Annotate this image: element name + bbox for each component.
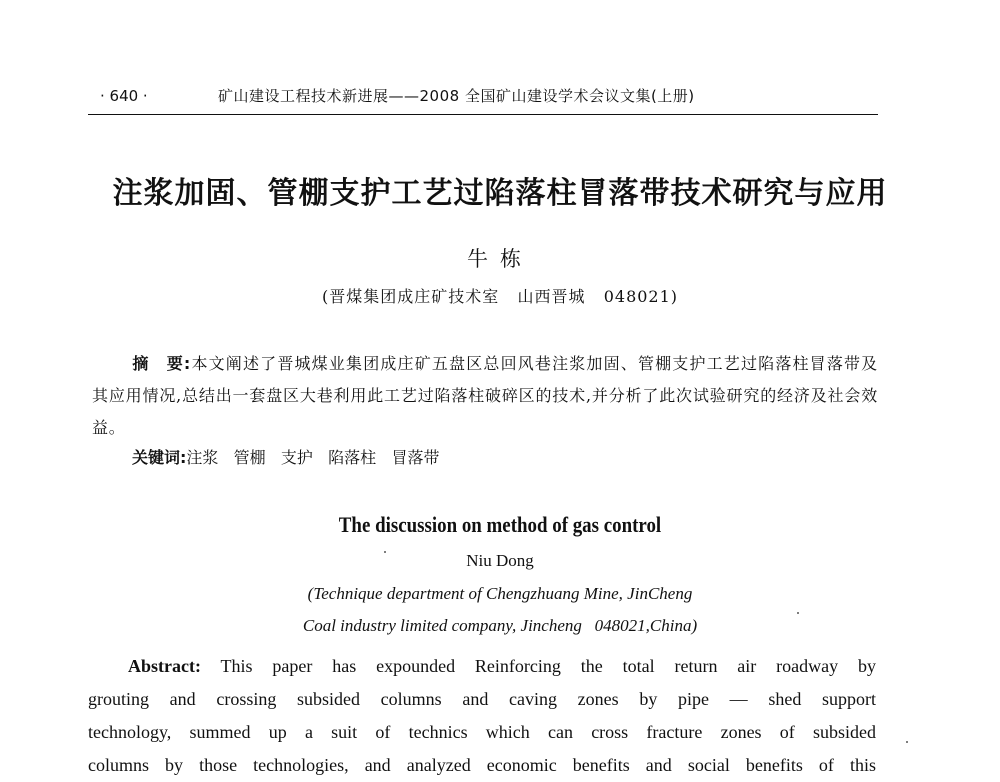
abstract-chinese-label: 摘 要: <box>132 354 192 373</box>
affiliation-english-line-1: (Technique department of Chengzhuang Mine, JinCheng <box>307 584 693 603</box>
page-number: · 640 · <box>100 87 148 105</box>
abstract-english-label: Abstract: <box>128 656 201 676</box>
author-english: Niu Dong <box>466 551 534 570</box>
abstract-english-text-1: This paper has expounded Reinforcing the total return air roadway by <box>220 656 876 676</box>
scan-speck <box>797 612 799 614</box>
abstract-english-line-3: technology, summed up a suit of technics which can cross fracture zones of subsided <box>88 722 876 742</box>
affiliation-chinese: (晋煤集团成庄矿技术室 山西晋城 048021) <box>321 287 679 306</box>
keywords-chinese <box>132 442 878 474</box>
title-chinese: 注浆加固、管棚支护工艺过陷落柱冒落带技术研究与应用 <box>112 176 888 211</box>
scan-speck <box>906 741 908 743</box>
abstract-english-line-1 <box>88 650 876 683</box>
abstract-english-line-2: grouting and crossing subsided columns and caving zones by pipe — shed support <box>88 689 876 709</box>
keywords-chinese-label: 关键词: <box>132 448 187 467</box>
title-english: The discussion on method of gas control <box>338 512 662 537</box>
running-header <box>100 82 876 110</box>
abstract-english <box>88 650 876 782</box>
abstract-english-line-4: columns by those technologies, and analyzed economic benefits and social benefits of this <box>88 755 876 775</box>
author-chinese: 牛栋 <box>467 247 533 271</box>
journal-title: 矿山建设工程技术新进展——2008 全国矿山建设学术会议文集(上册) <box>218 87 695 105</box>
keywords-chinese-text: 注浆 管棚 支护 陷落柱 冒落带 <box>186 448 440 467</box>
affiliation-english-line-2: Coal industry limited company, Jincheng 048021,China) <box>302 616 698 635</box>
scan-speck <box>384 551 386 553</box>
abstract-chinese <box>92 348 878 444</box>
abstract-chinese-text: 本文阐述了晋城煤业集团成庄矿五盘区总回风巷注浆加固、管棚支护工艺过陷落柱冒落带及其应用情况,总结出一套盘区大巷利用此工艺过陷落柱破碎区的技术,并分析了此次试验研究的经济及社会效益。 <box>92 354 878 437</box>
affiliation-english <box>0 578 1000 642</box>
header-rule <box>88 114 878 115</box>
